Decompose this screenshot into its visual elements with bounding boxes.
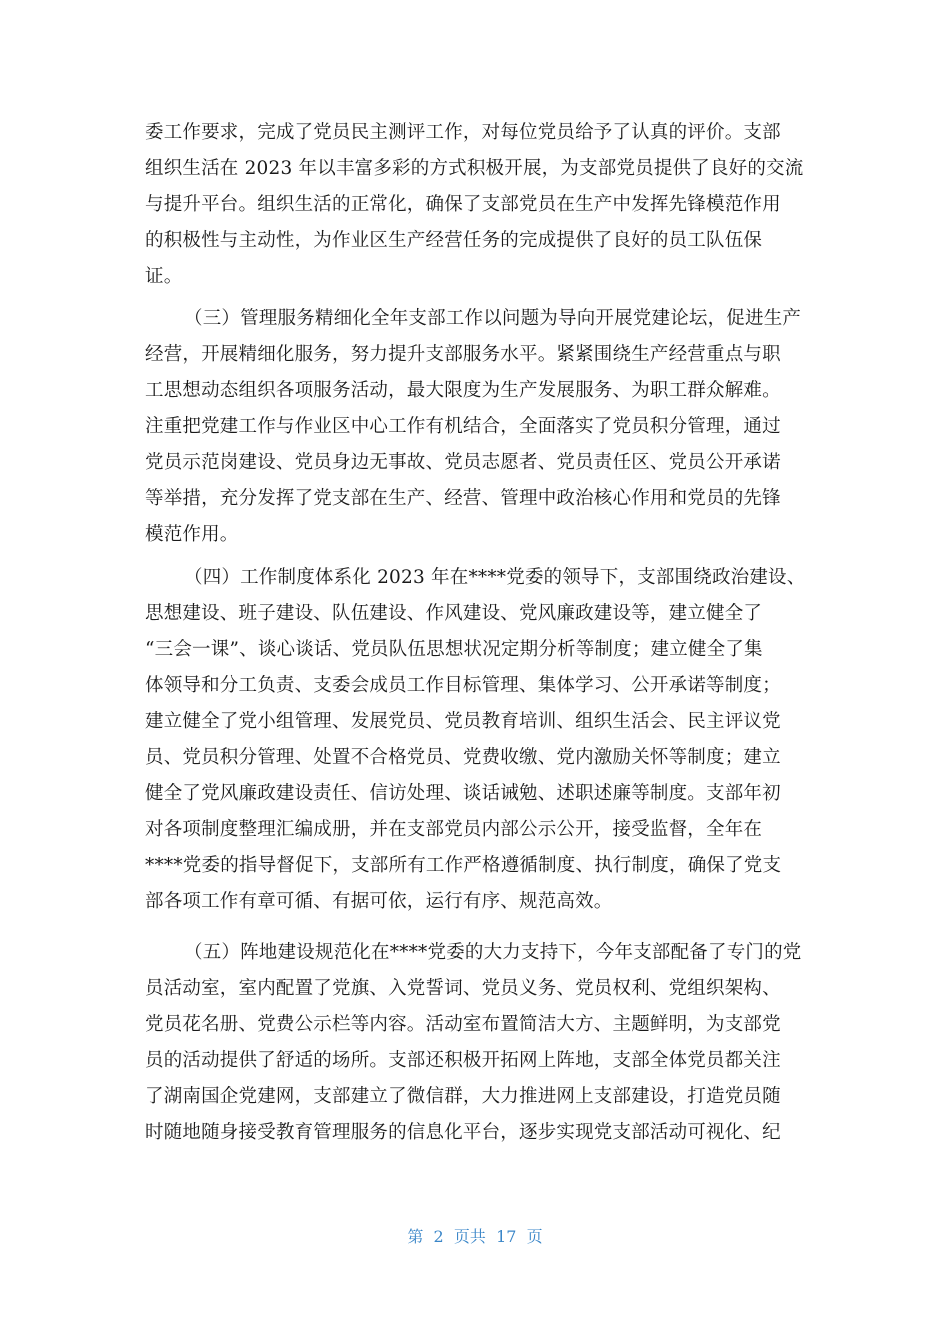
paragraph-line: 对各项制度整理汇编成册，并在支部党员内部公示公开，接受监督，全年在 (145, 819, 763, 840)
paragraph-line: 经营，开展精细化服务，努力提升支部服务水平。紧紧围绕生产经营重点与职 (145, 344, 781, 365)
paragraph-line: 建立健全了党小组管理、发展党员、党员教育培训、组织生活会、民主评议党 (145, 711, 781, 732)
paragraph-line: 员、党员积分管理、处置不合格党员、党费收缴、党内激励关怀等制度；建立 (145, 747, 781, 768)
paragraph-line: 健全了党风廉政建设责任、信访处理、谈话诫勉、述职述廉等制度。支部年初 (145, 783, 781, 804)
paragraph-line: （三）管理服务精细化全年支部工作以问题为导向开展党建论坛，促进生产 (184, 308, 802, 329)
paragraph-line: 思想建设、班子建设、队伍建设、作风建设、党风廉政建设等，建立健全了 (145, 603, 763, 624)
paragraph-line: ****党委的指导督促下，支部所有工作严格遵循制度、执行制度，确保了党支 (145, 855, 782, 876)
paragraph-line: 与提升平台。组织生活的正常化，确保了支部党员在生产中发挥先锋模范作用 (145, 194, 781, 215)
paragraph-line: 部各项工作有章可循、有据可依，运行有序、规范高效。 (145, 891, 613, 912)
paragraph-line: 工思想动态组织各项服务活动，最大限度为生产发展服务、为职工群众解难。 (145, 380, 781, 401)
paragraph-line: 等举措，充分发挥了党支部在生产、经营、管理中政治核心作用和党员的先锋 (145, 488, 781, 509)
paragraph-line: （五）阵地建设规范化在****党委的大力支持下，今年支部配备了专门的党 (184, 942, 802, 963)
paragraph-line: 组织生活在 2023 年以丰富多彩的方式积极开展，为支部党员提供了良好的交流 (145, 158, 804, 179)
paragraph-line: 体领导和分工负责、支委会成员工作目标管理、集体学习、公开承诺等制度； (145, 675, 781, 696)
paragraph-line: 了湖南国企党建网，支部建立了微信群，大力推进网上支部建设，打造党员随 (145, 1086, 781, 1107)
paragraph-line: 党员示范岗建设、党员身边无事故、党员志愿者、党员责任区、党员公开承诺 (145, 452, 781, 473)
paragraph-line: 注重把党建工作与作业区中心工作有机结合，全面落实了党员积分管理，通过 (145, 416, 781, 437)
paragraph-line: 员的活动提供了舒适的场所。支部还积极开拓网上阵地，支部全体党员都关注 (145, 1050, 781, 1071)
page-number-footer: 第 2 页共 17 页 (407, 1227, 543, 1246)
paragraph-line: 员活动室，室内配置了党旗、入党誓词、党员义务、党员权利、党组织架构、 (145, 978, 781, 999)
paragraph-line: 时随地随身接受教育管理服务的信息化平台，逐步实现党支部活动可视化、纪 (145, 1122, 781, 1143)
paragraph-line: 党员花名册、党费公示栏等内容。活动室布置简洁大方、主题鲜明，为支部党 (145, 1014, 781, 1035)
paragraph-line: 模范作用。 (145, 524, 239, 545)
paragraph-line: （四）工作制度体系化 2023 年在****党委的领导下，支部围绕政治建设、 (184, 567, 806, 588)
paragraph-line: 委工作要求，完成了党员民主测评工作，对每位党员给予了认真的评价。支部 (145, 122, 781, 143)
paragraph-line: 的积极性与主动性，为作业区生产经营任务的完成提供了良好的员工队伍保 (145, 230, 763, 251)
paragraph-line: “三会一课”、谈心谈话、党员队伍思想状况定期分析等制度；建立健全了集 (145, 639, 763, 660)
paragraph-line: 证。 (145, 266, 183, 287)
